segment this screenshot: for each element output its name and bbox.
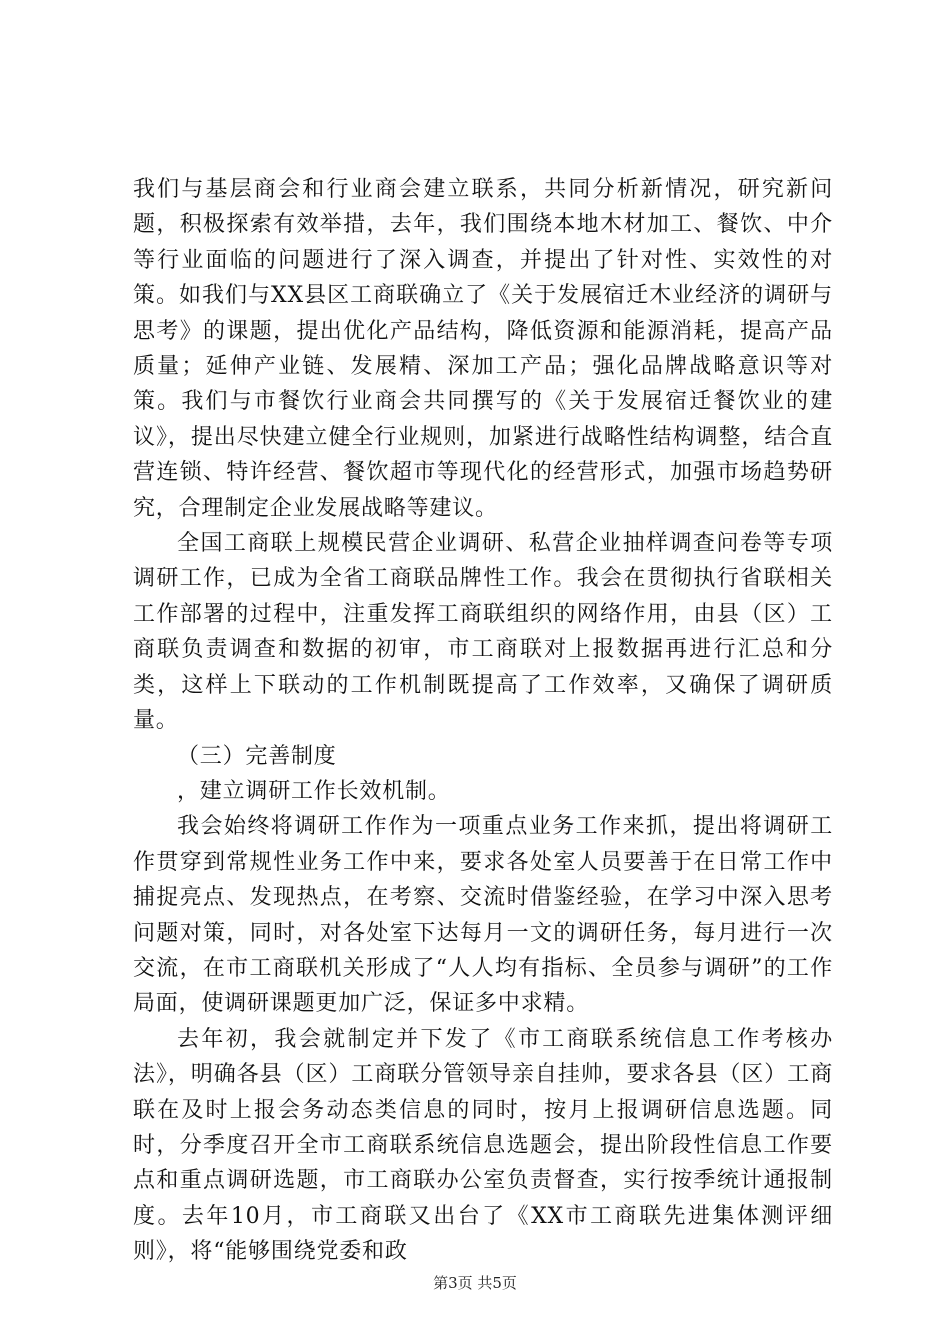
page-number-footer: 第3页 共5页 xyxy=(433,1274,517,1292)
paragraph-5: 去年初，我会就制定并下发了《市工商联系统信息工作考核办法》，明确各县（区）工商联分管领导亲自挂帅，要求各县（区）工商联在及时上报会务动态类信息的同时，按月上报调研信息选题。同时，分季度召开全市工商联系统信息选题会，提出阶段性信息工作要点和重点调研选题，市工商联办公室负责督查，实行按季统计通报制度。去年10月，市工商联又出台了《XX市工商联先进集体测评细则》，将“能够围绕党委和政 xyxy=(133,1026,833,1265)
document-body xyxy=(133,172,833,1270)
paragraph-3: ，建立调研工作长效机制。 xyxy=(177,778,451,804)
paragraph-2: 全国工商联上规模民营企业调研、私营企业抽样调查问卷等专项调研工作，已成为全省工商联品牌性工作。我会在贯彻执行省联相关工作部署的过程中，注重发挥工商联组织的网络作用，由县（区）工商联负责调查和数据的初审，市工商联对上报数据再进行汇总和分类，这样上下联动的工作机制既提高了工作效率，又确保了调研质量。 xyxy=(133,531,833,734)
paragraph-4: 我会始终将调研工作作为一项重点业务工作来抓，提出将调研工作贯穿到常规性业务工作中来，要求各处室人员要善于在日常工作中捕捉亮点、发现热点，在考察、交流时借鉴经验，在学习中深入思考问题对策，同时，对各处室下达每月一文的调研任务，每月进行一次交流，在市工商联机关形成了“人人均有指标、全员参与调研”的工作局面，使调研课题更加广泛，保证多中求精。 xyxy=(133,814,833,1017)
paragraph-1: 我们与基层商会和行业商会建立联系，共同分析新情况，研究新问题，积极探索有效举措，去年，我们围绕本地木材加工、餐饮、中介等行业面临的问题进行了深入调查，并提出了针对性、实效性的对策。如我们与XX县区工商联确立了《关于发展宿迁木业经济的调研与思考》的课题，提出优化产品结构，降低资源和能源消耗，提高产品质量；延伸产业链、发展精、深加工产品；强化品牌战略意识等对策。我们与市餐饮行业商会共同撰写的《关于发展宿迁餐饮业的建议》，提出尽快建立健全行业规则，加紧进行战略性结构调整，结合直营连锁、特许经营、餐饮超市等现代化的经营形式，加强市场趋势研究，合理制定企业发展战略等建议。 xyxy=(133,177,833,521)
section-heading: （三）完善制度 xyxy=(177,743,337,769)
